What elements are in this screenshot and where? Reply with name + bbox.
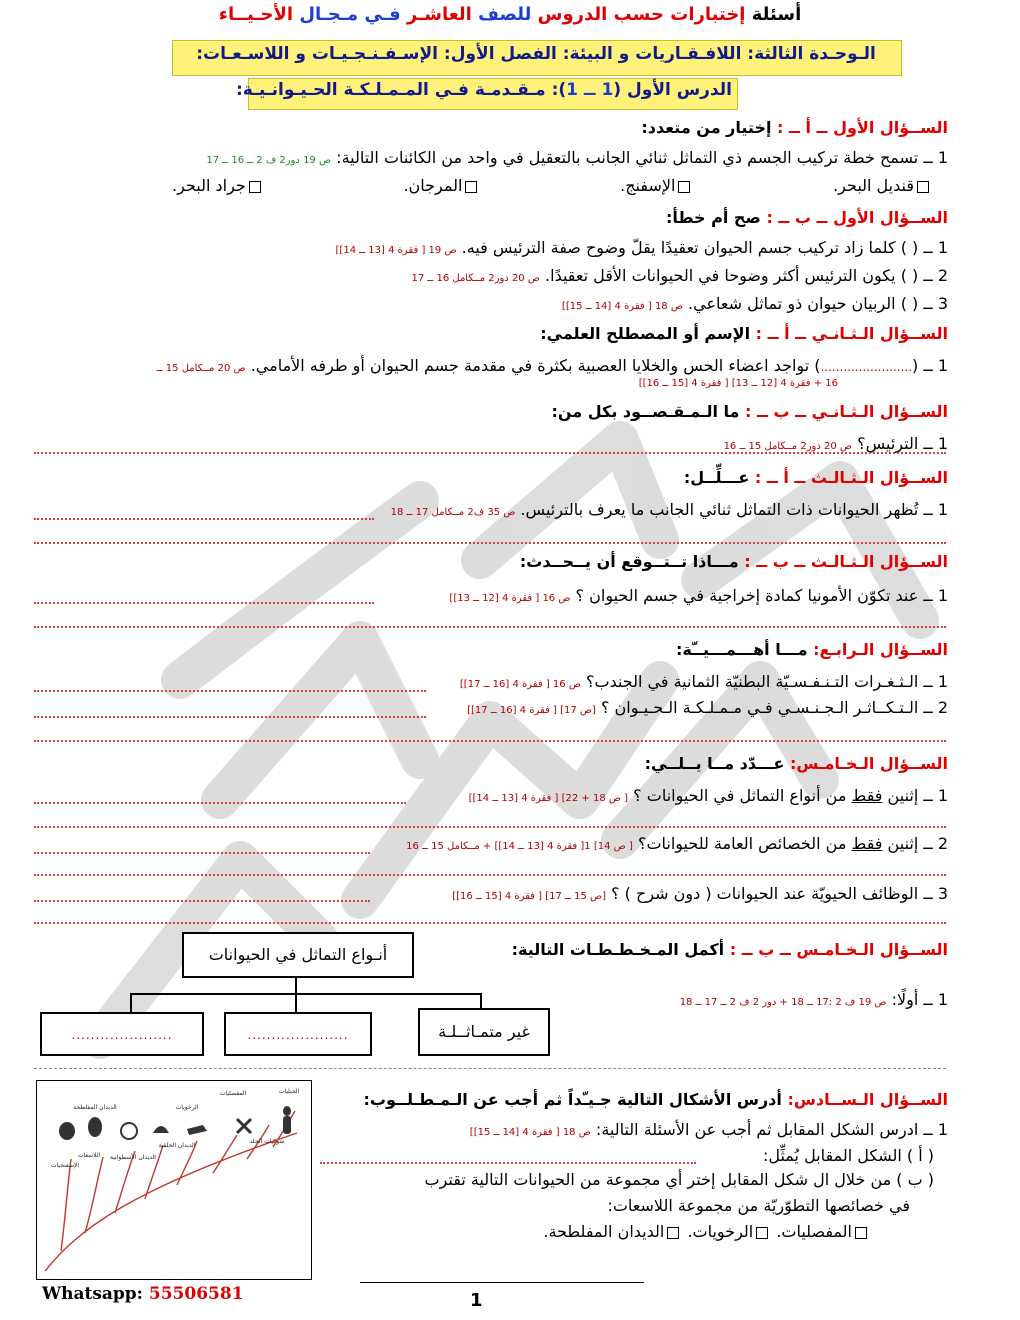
phylogeny-figure	[36, 1080, 312, 1280]
reference-note: ص 16 [ فقرة 4 [16 ــ 17]]	[459, 679, 581, 690]
mcq-options	[172, 176, 932, 195]
item-number: 1 ــ	[923, 148, 948, 167]
question-label: الســؤال الـخـامـس:	[789, 754, 948, 773]
answer-line[interactable]	[34, 690, 426, 692]
reference-note: ص 19 [ فقرة 4 [13 ــ 14]]	[335, 245, 457, 256]
option[interactable]: قنديل البحر.	[833, 176, 932, 195]
title-word: فـي	[364, 4, 401, 25]
diagram-label: الإسفنجيات	[50, 1162, 80, 1169]
question-type: عـــلِّــل:	[683, 468, 750, 487]
question-heading	[512, 940, 948, 959]
item-text: 1 ــ الترئيس؟	[857, 434, 948, 453]
diagram-label: الديدان الأسطوانية	[110, 1154, 156, 1161]
reference-note: ص 18 [ فقرة 4 [14 ــ 15]]	[561, 301, 683, 312]
diagram-label: الرخويات	[175, 1104, 199, 1111]
answer-line[interactable]	[34, 852, 370, 854]
item-text: 1 ــ أولًا:	[891, 990, 948, 1009]
reference-note: ص 20 دور2 مــكامل 15 ــ 16	[723, 441, 853, 452]
question-type: مـــاذا تــتــوقع أن يــحــدث:	[519, 552, 739, 571]
question-label: الســؤال الـثـانـي ــ أ ــ :	[755, 324, 948, 343]
reference-note: ص 20 دور2 مــكامل 16 ــ 17	[411, 273, 540, 284]
question-heading	[641, 118, 948, 137]
chart-blank-box[interactable]	[224, 1012, 372, 1056]
chart-leaf-box: غير متمـاثــلـة	[418, 1008, 550, 1056]
connector-line	[130, 993, 482, 995]
reference-note: [ص 15 ــ 17] [ فقرة 4 [15 ــ 16]]	[452, 891, 606, 902]
item-text: من أنواع التماثل في الحيوانات ؟	[633, 786, 847, 805]
item-number: 2 ــ ( )	[900, 266, 948, 285]
lesson-suffix: ): مـقـدمـة فـي المـمـلـكـة الحـيـوانـيـة:	[235, 80, 567, 100]
lesson-title	[235, 80, 732, 100]
lesson-number: 1 ــ 1	[566, 80, 614, 100]
diagram-label: الديدان المفلطحة	[73, 1104, 117, 1111]
title-word: إختبارات	[670, 4, 746, 25]
checkbox-icon[interactable]	[667, 1227, 679, 1239]
item-text: ( أ ) الشكل المقابل يُمثِّل:	[762, 1146, 934, 1165]
question-label: الســؤال الـســادس:	[787, 1090, 948, 1109]
checkbox-icon[interactable]	[678, 181, 690, 193]
answer-line[interactable]	[34, 900, 370, 902]
phylogeny-tree	[37, 1081, 311, 1279]
item-number: 3 ــ ( )	[900, 294, 948, 313]
page-title	[180, 4, 840, 25]
question-item	[425, 1170, 935, 1189]
question-label: الســؤال الـثـالـث ــ أ ــ :	[754, 468, 948, 487]
checkbox-icon[interactable]	[917, 181, 929, 193]
question-type: صح أم خطأ:	[666, 208, 761, 227]
answer-line[interactable]	[34, 518, 374, 520]
question-heading	[364, 1090, 948, 1109]
title-word: العاشـر	[406, 4, 472, 25]
checkbox-icon[interactable]	[249, 181, 261, 193]
question-heading	[676, 640, 948, 659]
item-text: في خصائصها التطوّريّة من مجموعة اللاسعات:	[607, 1196, 910, 1215]
question-type: مـــا أهـــمـــيــّة:	[675, 640, 808, 659]
connector-line	[130, 993, 132, 1013]
answer-line[interactable]	[34, 826, 946, 828]
question-label: الســؤال الأول ــ ب ــ :	[766, 208, 948, 227]
reference-note: ص 19 ف 2 :17 ــ 18 + دور 2 ف 2 ــ 17 ــ 18	[679, 997, 887, 1008]
diagram-label: اللاسعات	[77, 1152, 101, 1159]
answer-line[interactable]	[34, 740, 946, 742]
question-type: الإسم أو المصطلح العلمي:	[540, 324, 751, 343]
option[interactable]: جراد البحر.	[172, 176, 264, 195]
lesson-prefix: الدرس الأول (	[613, 80, 732, 100]
question-label: الســؤال الأول ــ أ ــ :	[777, 118, 948, 137]
reference-note: ص 20 مــكامل 15 ــ	[156, 363, 246, 374]
answer-blank[interactable]: .....................	[71, 1028, 173, 1042]
question-item	[157, 356, 948, 375]
question-label: الســؤال الـخـامـس ــ ب ــ :	[729, 940, 948, 959]
item-text: كلما زاد تركيب جسم الحيوان تعقيدًا يقلّ وضوح صفة الترئيس فيه.	[461, 238, 896, 257]
answer-line[interactable]	[34, 626, 946, 628]
question-type: ما الـمـقـصــود بكل من:	[551, 402, 740, 421]
option[interactable]: الإسفنج.	[620, 176, 693, 195]
question-heading	[540, 324, 948, 343]
option[interactable]: الرخويات.	[687, 1222, 771, 1241]
section-divider	[34, 1068, 946, 1069]
item-text: يكون الترئيس أكثر وضوحا في الحيوانات الأقل تعقيدًا.	[545, 266, 896, 285]
question-label: الســؤال الـثـالـث ــ ب ــ :	[744, 552, 948, 571]
question-heading	[551, 402, 948, 421]
item-text: 1 ــ تُظهر الحيوانات ذات التماثل ثنائي الجانب ما يعرف بالترئيس.	[520, 500, 948, 519]
item-number: 1 ــ ( )	[900, 238, 948, 257]
item-text: 1 ــ ادرس الشكل المقابل ثم أجب عن الأسئلة التالية:	[595, 1120, 948, 1139]
footer-rule	[360, 1282, 644, 1283]
reference-note: ص 19 دور2 ف 2 ــ 16 ــ 17	[206, 155, 332, 166]
answer-line[interactable]	[34, 802, 406, 804]
answer-blank[interactable]: ........................	[820, 360, 913, 374]
question-item	[336, 238, 948, 257]
question-item	[470, 1120, 948, 1139]
item-number: 3 ــ	[923, 884, 948, 903]
connector-line	[295, 976, 297, 994]
title-word: الأحـيــاء	[218, 4, 294, 25]
answer-line[interactable]	[34, 542, 946, 544]
item-text: ( ب ) من خلال ال شكل المقابل إختر أي مجموعة من الحيوانات التالية تقترب	[424, 1170, 934, 1189]
item-text: 2 ــ الـتـكــاثـر الـجـنـسـي فـي مـمـلـكـة الـحـيـوان ؟	[600, 698, 948, 717]
question-item	[467, 698, 948, 717]
question-item	[206, 148, 948, 167]
item-number: 1 ــ إثنين	[887, 786, 948, 805]
question-item	[724, 434, 948, 453]
diagram-label: الحبليات	[278, 1088, 300, 1095]
reference-note: [ ص 18 + 22] [ فقرة 4 [13 ــ 14]]	[468, 793, 629, 804]
connector-line	[295, 993, 297, 1013]
reference-note: ص 35 ف2 مــكامل 17 ــ 18	[390, 507, 516, 518]
item-text: 1 ــ الـثـغـرات التـنـفـسـيّة البطنيّة الثمانية في الجندب؟	[586, 672, 948, 691]
question-heading	[684, 468, 948, 487]
question-item	[412, 266, 949, 285]
checkbox-icon[interactable]	[756, 1227, 768, 1239]
question-item	[680, 990, 948, 1009]
question-item	[562, 294, 948, 313]
question-item	[449, 586, 948, 605]
item-keyword: فقط	[851, 786, 883, 805]
answer-line[interactable]	[34, 922, 946, 924]
mcq-options	[543, 1222, 870, 1241]
question-item	[460, 672, 948, 691]
question-type: أدرس الأشكال التالية جـيـّداً ثم أجب عن الـمـطـلــوب:	[363, 1090, 782, 1109]
answer-line[interactable]	[320, 1162, 696, 1164]
question-label: الســؤال الـثـانـي ــ ب ــ :	[745, 402, 948, 421]
question-type: أكمل المـخـطـطـات التالية:	[511, 940, 725, 959]
page-number: 1	[470, 1290, 483, 1311]
answer-line[interactable]	[34, 602, 374, 604]
whatsapp-contact	[42, 1284, 244, 1304]
reference-note: 16 + فقرة 4 [12 ــ 13] [ فقرة 4 [15 ــ 16]]	[638, 378, 838, 389]
question-item	[406, 834, 948, 853]
item-text: الوظائف الحيويّة عند الحيوانات ( دون شرح ) ؟	[611, 884, 919, 903]
checkbox-icon[interactable]	[465, 181, 477, 193]
question-item	[763, 1146, 934, 1165]
reference-note: [ص 17] [ فقرة 4 [16 ــ 17]]	[467, 705, 596, 716]
item-number: 1 ــ (	[912, 356, 948, 375]
item-text: من الخصائص العامة للحيوانات؟	[637, 834, 847, 853]
reference-note: ص 16 [ فقرة 4 [12 ــ 13]]	[449, 593, 571, 604]
chart-root-box: أنـواع التماثل في الحيوانات	[182, 932, 414, 978]
item-text: 1 ــ عند تكوّن الأمونيا كمادة إخراجية في جسم الحيوان ؟	[575, 586, 948, 605]
item-number: 2 ــ إثنين	[887, 834, 948, 853]
question-item	[607, 1196, 910, 1215]
question-item	[391, 500, 948, 519]
question-item	[452, 884, 948, 903]
question-heading	[645, 754, 948, 773]
answer-line[interactable]	[34, 452, 946, 454]
item-text: تسمح خطة تركيب الجسم ذي التماثل ثنائي الجانب بالتعقيل في واحد من الكائنات التالية:	[336, 148, 919, 167]
checkbox-icon[interactable]	[855, 1227, 867, 1239]
chart-blank-box[interactable]	[40, 1012, 204, 1056]
question-heading	[666, 208, 948, 227]
diagram-label: الديدان الحلقية	[158, 1142, 196, 1149]
diagram-label: المفصليات	[219, 1090, 247, 1097]
unit-title: الـوحـدة الثالثة: اللافـقـاريات و البيئة: الفصل الأول: الإسـفـنـجـيـات و اللاسـعـات:	[196, 44, 876, 64]
option[interactable]: الديدان المفلطحة.	[543, 1222, 682, 1241]
question-item	[469, 786, 948, 805]
question-label: الســؤال الـرابـع:	[813, 640, 948, 659]
option[interactable]: المرجان.	[403, 176, 480, 195]
answer-line[interactable]	[34, 716, 426, 718]
answer-blank[interactable]: .....................	[247, 1028, 349, 1042]
reference-note: ص 18 [ فقرة 4 [14 ــ 15]]	[469, 1127, 591, 1138]
question-heading	[520, 552, 948, 571]
answer-line[interactable]	[34, 874, 946, 876]
item-keyword: فقط	[851, 834, 883, 853]
option[interactable]: المفصليات.	[776, 1222, 870, 1241]
whatsapp-label: Whatsapp:	[42, 1284, 143, 1304]
title-word: حسب الدروس	[537, 4, 664, 25]
whatsapp-number: 55506581	[148, 1284, 244, 1304]
item-text: الربيان حيوان ذو تماثل شعاعي.	[688, 294, 896, 313]
question-type: إختيار من متعدد:	[641, 118, 772, 137]
diagram-label: شوكيات الجلد	[249, 1138, 285, 1145]
item-text: ) تواجد اعضاء الحس والخلايا العصبية بكثرة في مقدمة جسم الحيوان أو طرفه الأمامي.	[250, 356, 821, 375]
title-word: أسئلة	[751, 4, 802, 25]
title-word: مـجـال	[299, 4, 359, 25]
title-word: للصف	[478, 4, 532, 25]
reference-note: [ ص 14] 1[ فقرة 4 [13 ــ 14]] + مــكامل 15 ــ 16	[406, 841, 633, 852]
question-type: عـــدّد مــا يــلــي:	[644, 754, 785, 773]
